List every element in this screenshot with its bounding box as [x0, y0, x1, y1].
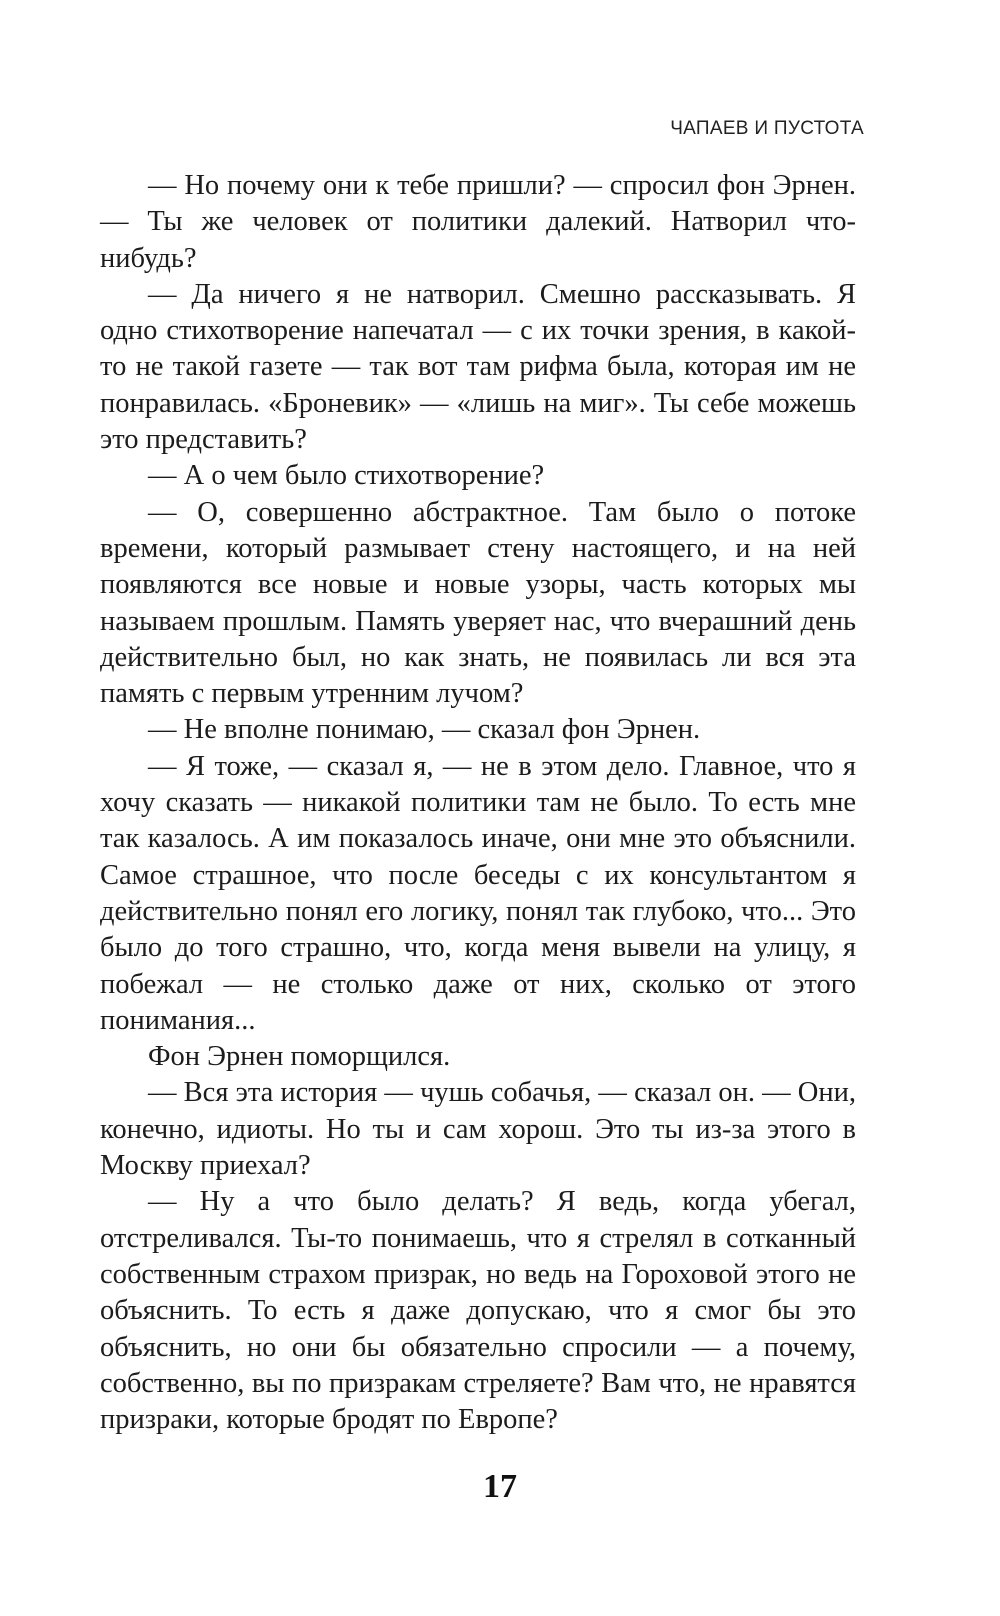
- paragraph: — А о чем было стихотворение?: [148, 460, 545, 492]
- page-number: 17: [483, 1468, 517, 1505]
- paragraph: — Но почему они к тебе пришли? — спросил фон Эрнен. — Ты же человек от политики далекий. Натворил что-нибудь?: [100, 170, 856, 274]
- paragraph: — Да ничего я не натворил. Смешно рассказывать. Я одно стихотворение напечатал — с их точки зрения, в какой-то не такой газете — так вот там рифма была, которая им не понравилась. «Броневик» — «лишь на миг». Ты себе можешь это представить?: [100, 278, 856, 456]
- paragraph: — Я тоже, — сказал я, — не в этом дело. Главное, что я хочу сказать — никакой политики там не было. То есть мне так казалось. А им показалось иначе, они мне это объяснили. Самое страшное, что после беседы с их консультантом я действительно понял его логику, понял так глубоко, что... Это было до того страшно, что, когда меня вывели на улицу, я побежал — не столько даже от них, сколько от этого понимания...: [100, 750, 856, 1036]
- paragraph: — Не вполне понимаю, — сказал фон Эрнен.: [148, 714, 701, 746]
- paragraph: — О, совершенно абстрактное. Там было о потоке времени, который размывает стену настоящего, и на ней появляются все новые и новые узоры, часть которых мы называем прошлым. Память уверяет нас, что вчерашний день действительно был, но как знать, не появилась ли вся эта память с первым утренним лучом?: [100, 496, 856, 710]
- paragraph: — Ну а что было делать? Я ведь, когда убегал, отстреливался. Ты-то понимаешь, что я стрелял в сотканный собственным страхом призрак, но ведь на Гороховой этого не объяснить. То есть я даже допускаю, что я смог бы это объяснить, но они бы обязательно спросили — а почему, собственно, вы по призракам стреляете? Вам что, не нравятся призраки, которые бродят по Европе?: [100, 1186, 856, 1436]
- page-body: [100, 168, 856, 1438]
- paragraph: — Вся эта история — чушь собачья, — сказал он. — Они, конечно, идиоты. Но ты и сам хорош. Это ты из-за этого в Москву приехал?: [100, 1077, 856, 1182]
- paragraph: Фон Эрнен поморщился.: [148, 1041, 451, 1073]
- running-head: ЧАПАЕВ И ПУСТОТА: [670, 118, 864, 139]
